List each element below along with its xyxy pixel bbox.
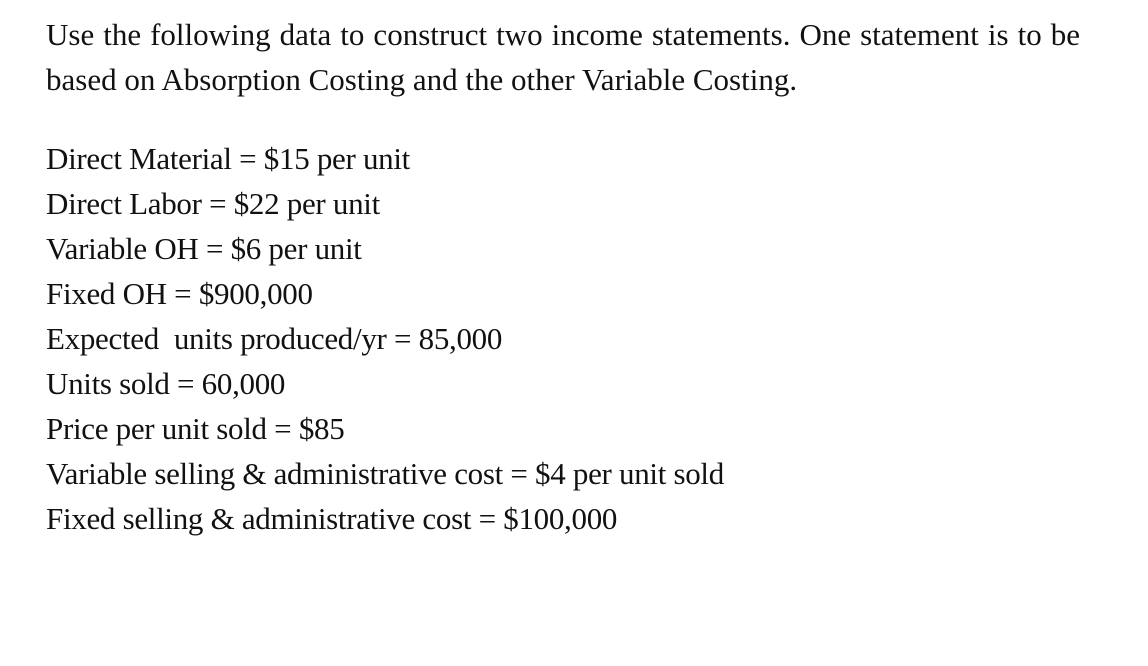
fixed-oh-line: Fixed OH = $900,000: [46, 276, 313, 311]
problem-instructions: Use the following data to construct two income statements. One statement is to be based on Absorption Costing and the other Variable Costing.: [46, 17, 1080, 97]
direct-material-line: Direct Material = $15 per unit: [46, 141, 410, 176]
price-per-unit-line: Price per unit sold = $85: [46, 411, 345, 446]
problem-document: [46, 12, 1080, 541]
fixed-selling-admin-line: Fixed selling & administrative cost = $100,000: [46, 501, 618, 536]
expected-units-line: Expected units produced/yr = 85,000: [46, 321, 503, 356]
direct-labor-line: Direct Labor = $22 per unit: [46, 186, 380, 221]
units-sold-line: Units sold = 60,000: [46, 366, 286, 401]
cost-data-list: [46, 136, 1080, 541]
variable-oh-line: Variable OH = $6 per unit: [46, 231, 362, 266]
variable-selling-admin-line: Variable selling & administrative cost = $4 per unit sold: [46, 456, 724, 491]
